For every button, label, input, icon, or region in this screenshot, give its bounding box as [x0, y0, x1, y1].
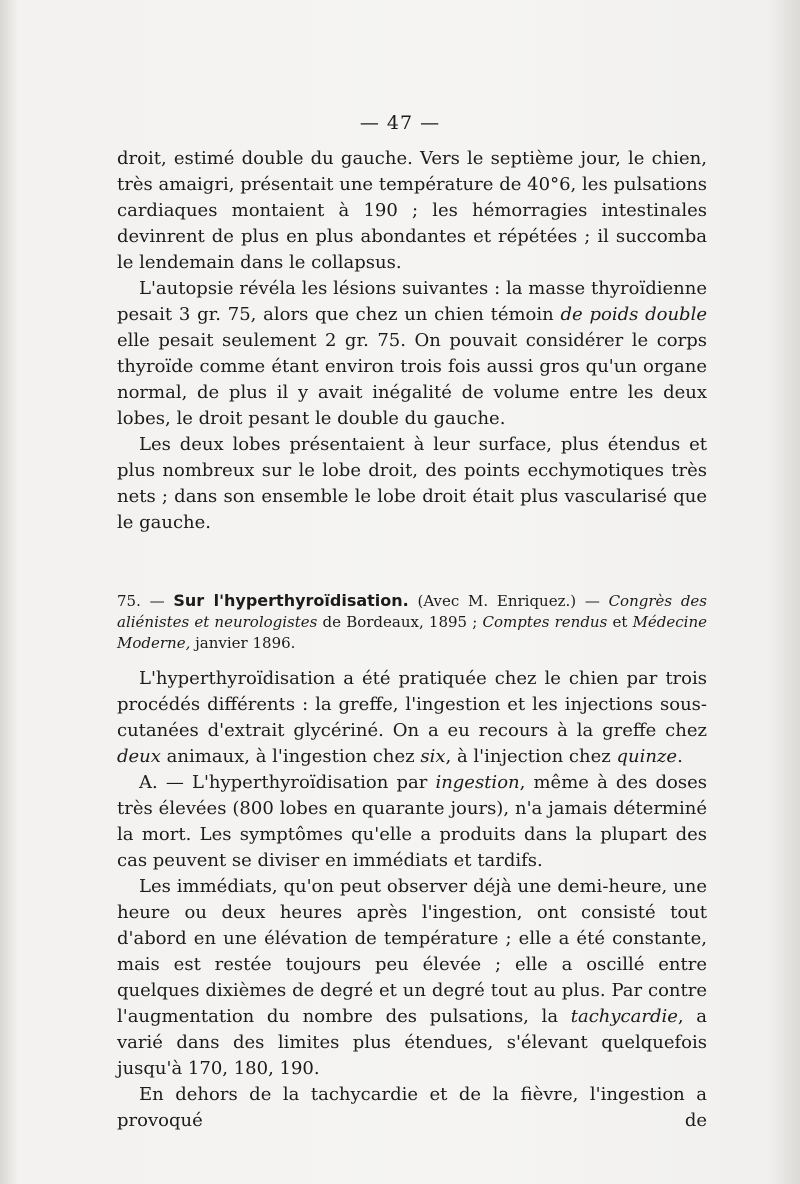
autopsy-emphasis: de poids double — [560, 304, 707, 325]
autopsy-text-b: elle pesait seulement 2 gr. 75. On pouvait considérer le corps thyroïde comme étant environ trois fois aussi gros qu'un organe normal, de plus il y avait inégalité de volume entre les deux lobes, le droit pesant le double du gauche. — [117, 330, 707, 429]
page-number: — 47 — — [359, 112, 441, 134]
paragraph-methods — [117, 666, 707, 770]
ingestion-text-a: A. — L'hyperthyroïdisation par — [139, 772, 428, 793]
paragraph-lobes: Les deux lobes présentaient à leur surface, plus étendus et plus nombreux sur le lobe droit, des points ecchymotiques très nets ; dans son ensemble le lobe droit était plus vascularisé que le gauche. — [117, 434, 707, 533]
ingestion-text-b: , même à des doses très élevées (800 lobes en quarante jours), n'a jamais déterminé la mort. Les symptômes qu'elle a produits dans la plupart des cas peuvent se diviser en immédiats et tardifs. — [117, 772, 707, 871]
autopsy-text-a: L'autopsie révéla les lésions suivantes : la masse thyroïdienne pesait 3 gr. 75, alors que chez un chien témoin — [117, 278, 707, 325]
paragraph-continues: En dehors de la tachycardie et de la fièvre, l'ingestion a provoqué de — [117, 1084, 707, 1131]
methods-text-c: , à l'injection chez — [445, 746, 611, 767]
entry-number: 75. — — [117, 592, 165, 610]
entry-title: Sur l'hyperthyroïdisation. — [173, 591, 409, 610]
methods-text-d: . — [677, 746, 683, 767]
entry-coauthor: (Avec M. Enriquez.) — — [417, 592, 600, 610]
ingestion-emphasis: ingestion — [435, 772, 520, 793]
entry-and: et — [612, 613, 628, 631]
entry-venue-location: de Bordeaux, 1895 ; — [322, 613, 478, 631]
paragraph-autopsy — [117, 276, 707, 432]
immediate-tachycardie: tachycardie — [570, 1006, 678, 1027]
paragraph-ingestion — [117, 770, 707, 874]
methods-deux: deux — [117, 746, 161, 767]
immediate-text-b: , a varié dans des limites plus étendues, s'élevant quelquefois jusqu'à 170, 180, 190. — [117, 1006, 708, 1079]
page-text — [117, 146, 707, 1134]
entry-body — [117, 666, 707, 1134]
methods-six: six — [420, 746, 446, 767]
section-gap — [117, 536, 707, 590]
methods-text-b: animaux, à l'ingestion chez — [166, 746, 415, 767]
entry-venue-congress: Congrès des aliénistes et neurologistes — [117, 592, 707, 631]
paragraph-immediate — [117, 874, 707, 1082]
entry-venue-comptes: Comptes rendus — [482, 613, 608, 631]
immediate-text-a: Les immédiats, qu'on peut observer déjà une demi-heure, une heure ou deux heures après l'ingestion, ont consisté tout d'abord en une élévation de température ; elle a été constante, mais est restée toujours peu élevée ; elle a oscillé entre quelques dixièmes de degré et un degré tout au plus. Par contre l'augmentation du nombre des pulsations, la — [117, 876, 707, 1027]
bibliography-entry — [117, 590, 707, 654]
methods-quinze: quinze — [616, 746, 678, 767]
entry-date: janvier 1896. — [195, 634, 296, 652]
methods-text-a: L'hyperthyroïdisation a été pratiquée chez le chien par trois procédés différents : la greffe, l'ingestion et les injections sous-cutanées d'extrait glycériné. On a eu recours à la greffe chez — [117, 668, 707, 741]
paragraph-continuation: droit, estimé double du gauche. Vers le septième jour, le chien, très amaigri, présentait une température de 40°6, les pulsations cardiaques montaient à 190 ; les hémorragies intestinales devinrent de plus en plus abondantes et répétées ; il succomba le lendemain dans le collapsus. — [117, 148, 707, 273]
entry-venue-medecine: Médecine Moderne, — [117, 613, 708, 652]
